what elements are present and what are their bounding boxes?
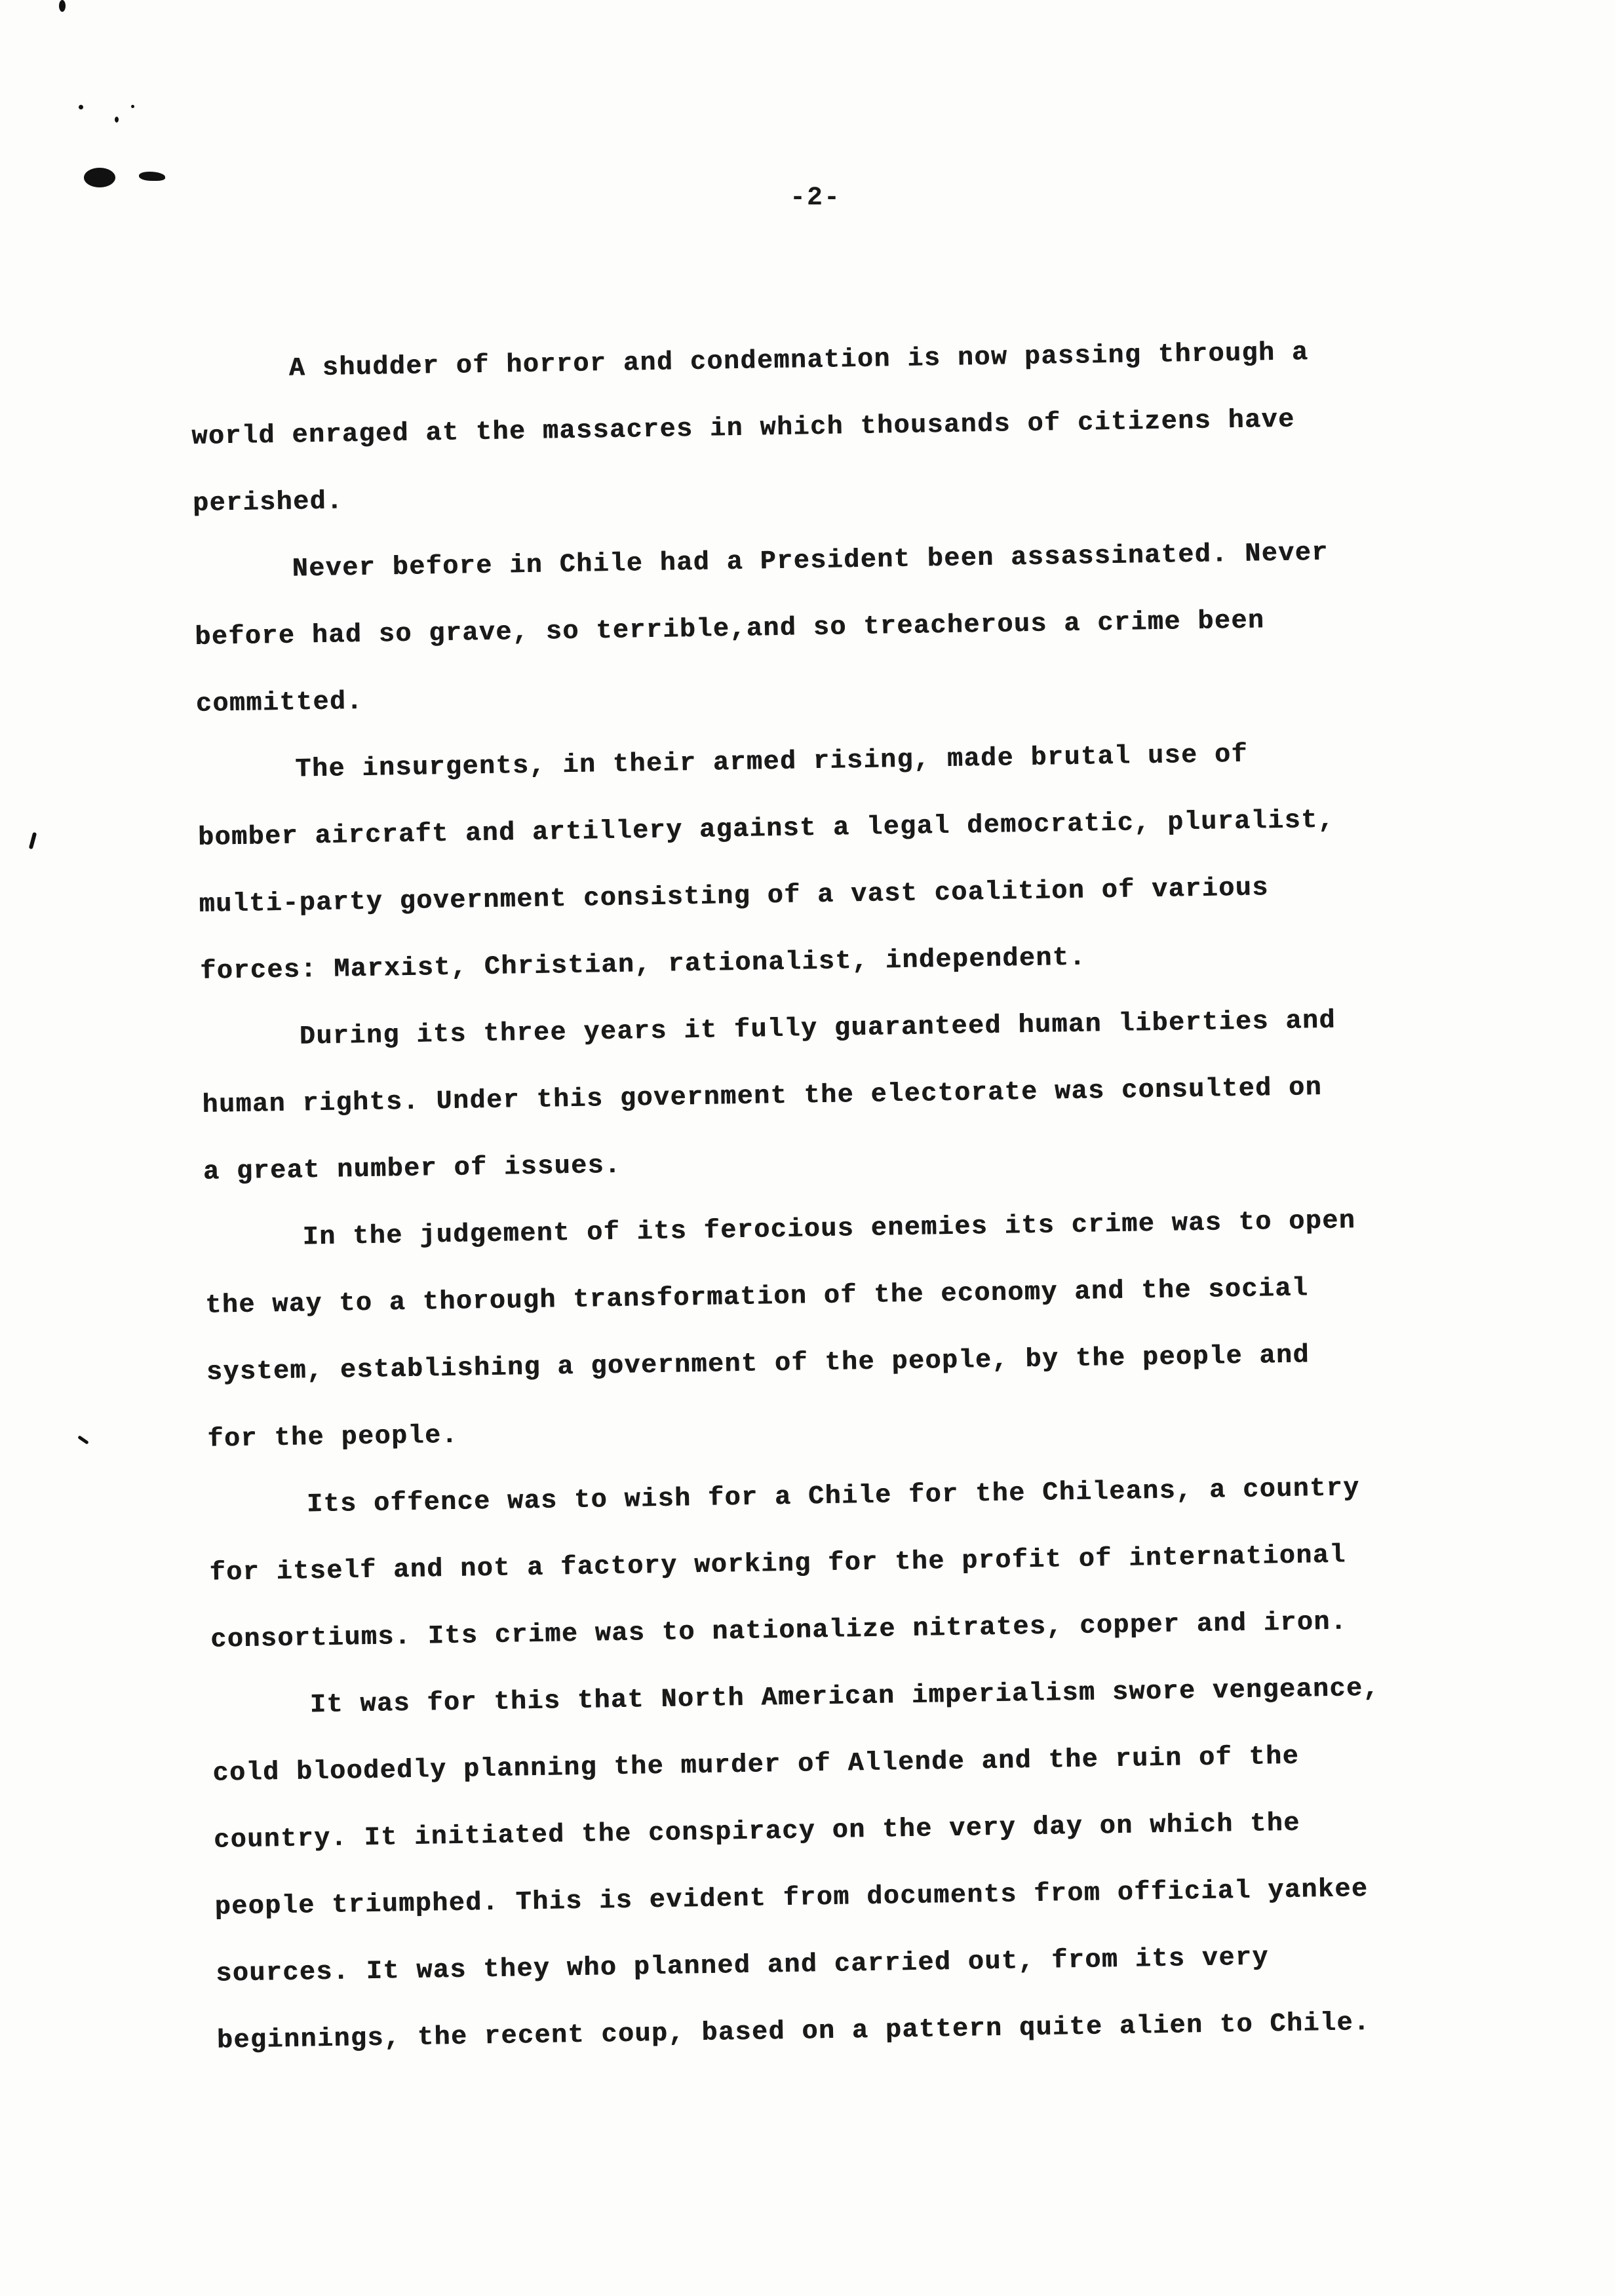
text-line: people triumphed. This is evident from documents from official yankee: [214, 1875, 1369, 1923]
ink-speck: [115, 117, 119, 123]
ink-speck: [79, 105, 83, 109]
ink-blot: [84, 168, 115, 187]
text-line: committed.: [195, 687, 364, 719]
text-line: for itself and not a factory working for the profit of international: [209, 1540, 1347, 1588]
text-line: bomber aircraft and artillery against a legal democratic, pluralist,: [197, 805, 1335, 853]
text-line: Never before in Chile had a President been assassinated. Never: [292, 538, 1329, 584]
text-line: system, establishing a government of the people, by the people and: [206, 1341, 1310, 1388]
text-line: It was for this that North American imperialism swore vengeance,: [309, 1674, 1380, 1721]
text-line: A shudder of horror and condemnation is now passing through a: [288, 338, 1309, 384]
text-line: The insurgents, in their armed rising, made brutal use of: [295, 740, 1249, 785]
page-number: -2-: [790, 183, 842, 213]
text-line: multi-party government consisting of a vast coalition of various: [199, 873, 1270, 920]
text-line: Its offence was to wish for a Chile for the Chileans, a country: [306, 1474, 1360, 1520]
text-line: forces: Marxist, Christian, rationalist, independent.: [199, 943, 1087, 987]
text-line: a great number of issues.: [203, 1151, 621, 1187]
text-line: In the judgement of its ferocious enemies its crime was to open: [302, 1206, 1356, 1253]
ink-blot: [139, 172, 165, 181]
text-line: perished.: [192, 487, 343, 519]
ink-speck: [131, 105, 134, 108]
text-line: beginnings, the recent coup, based on a pattern quite alien to Chile.: [216, 2008, 1371, 2056]
text-line: sources. It was they who planned and carried out, from its very: [215, 1943, 1270, 1989]
text-line: consortiums. Its crime was to nationalize nitrates, copper and iron.: [210, 1607, 1348, 1655]
text-line: During its three years it fully guaranteed human liberties and: [299, 1006, 1336, 1052]
text-line: human rights. Under this government the electorate was consulted on: [202, 1073, 1323, 1120]
ink-mark: [77, 1435, 89, 1444]
ink-mark: [29, 832, 37, 850]
text-line: before had so grave, so terrible,and so treacherous a crime been: [194, 606, 1265, 653]
text-line: cold bloodedly planning the murder of Allende and the ruin of the: [212, 1742, 1300, 1789]
text-line: the way to a thorough transformation of the economy and the social: [204, 1274, 1309, 1321]
body-text: [190, 318, 1430, 2075]
text-line: for the people.: [207, 1421, 459, 1455]
ink-speck: [59, 0, 66, 12]
text-line: world enraged at the massacres in which thousands of citizens have: [191, 405, 1295, 452]
text-line: country. It initiated the conspiracy on the very day on which the: [213, 1808, 1300, 1856]
